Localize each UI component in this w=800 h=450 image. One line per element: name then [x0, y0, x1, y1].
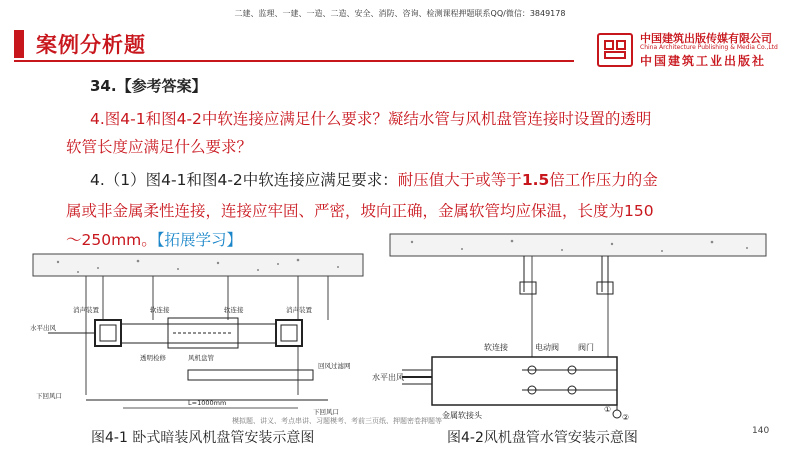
page-title: 案例分析题 [36, 33, 146, 57]
return-filter [188, 370, 313, 380]
label-fan-coil: 风机盘管 [188, 354, 214, 362]
answer-line-1 [90, 167, 658, 193]
label-num-2: ② [622, 413, 630, 422]
label-muffler-left: 消声装置 [73, 306, 99, 314]
label-soft-conn: 软连接 [150, 306, 170, 314]
figure-4-2-caption: 图4-2风机盘管水管安装示意图 [447, 430, 638, 446]
answer-heading: 34.【参考答案】 [90, 77, 207, 95]
footer-note: 模拟题、讲义、考点串讲、习题模考、考前三页纸、押题密卷押题等 [232, 417, 442, 425]
muffler-left [95, 320, 121, 346]
figure-4-2-diagram [372, 232, 772, 422]
label-electric-valve: 电动阀 [535, 343, 559, 352]
figure-4-1-caption: 图4-1 卧式暗装风机盘管安装示意图 [91, 430, 315, 446]
title-underline [14, 60, 574, 62]
publisher-logo-icon [597, 33, 633, 67]
label-soft-conn-fig2: 软连接 [484, 343, 508, 352]
answer-prefix: 4.（1）图4-1和图4-2中软连接应满足要求： [90, 171, 398, 189]
publisher-name-cn: 中国建筑出版传媒有限公司 [640, 32, 772, 45]
label-down-out: 下回风口 [313, 408, 339, 416]
label-down-return: 下回风口 [36, 392, 62, 400]
extend-learning-link[interactable]: 【拓展学习】 [156, 231, 243, 249]
label-air-out: 水平出风 [30, 324, 56, 332]
answer-part-2: 倍工作压力的金 [549, 171, 658, 189]
fan-coil-box [432, 357, 617, 405]
label-muffler-right: 消声装置 [286, 306, 312, 314]
label-soft-conn-2: 软连接 [224, 306, 244, 314]
question-line-1: 4.图4-1和图4-2中软连接应满足什么要求？凝结水管与风机盘管连接时设置的透明 [90, 110, 652, 128]
label-metal-hose: 金属软接头 [442, 411, 482, 420]
title-accent-bar [14, 30, 24, 58]
label-access: 透明检修 [140, 354, 166, 362]
ceiling-slab-2 [390, 234, 766, 256]
top-note: 二建、监理、一建、一造、二造、安全、消防、咨询、检测课程押题联系QQ/微信：3849178 [234, 9, 566, 18]
label-num-1: ① [604, 405, 612, 414]
hanger-nut-icon [597, 282, 613, 294]
label-return-filter: 回风过滤网 [318, 362, 351, 370]
page-number: 140 [752, 426, 770, 436]
answer-line-3-text: ～250mm。 [66, 231, 157, 249]
publisher-name-en: China Architecture Publishing & Media Co.,Ltd [640, 44, 778, 51]
question-line-2: 软管长度应满足什么要求？ [66, 138, 253, 156]
label-air-out-fig2: 水平出风 [372, 373, 404, 382]
muffler-right [276, 320, 302, 346]
ceiling-slab [33, 254, 363, 276]
label-length: L=1000mm [188, 399, 227, 407]
label-valve: 阀门 [578, 343, 594, 352]
publisher-name-cn2: 中国建筑工业出版社 [640, 54, 767, 68]
answer-line-2: 属或非金属柔性连接，连接应牢固、严密，坡向正确，金属软管均应保温，长度为150 [66, 202, 654, 220]
answer-part-1: 耐压值大于或等于 [397, 171, 522, 189]
figure-4-1-diagram [28, 250, 373, 425]
answer-bold-value: 1.5 [521, 171, 550, 189]
